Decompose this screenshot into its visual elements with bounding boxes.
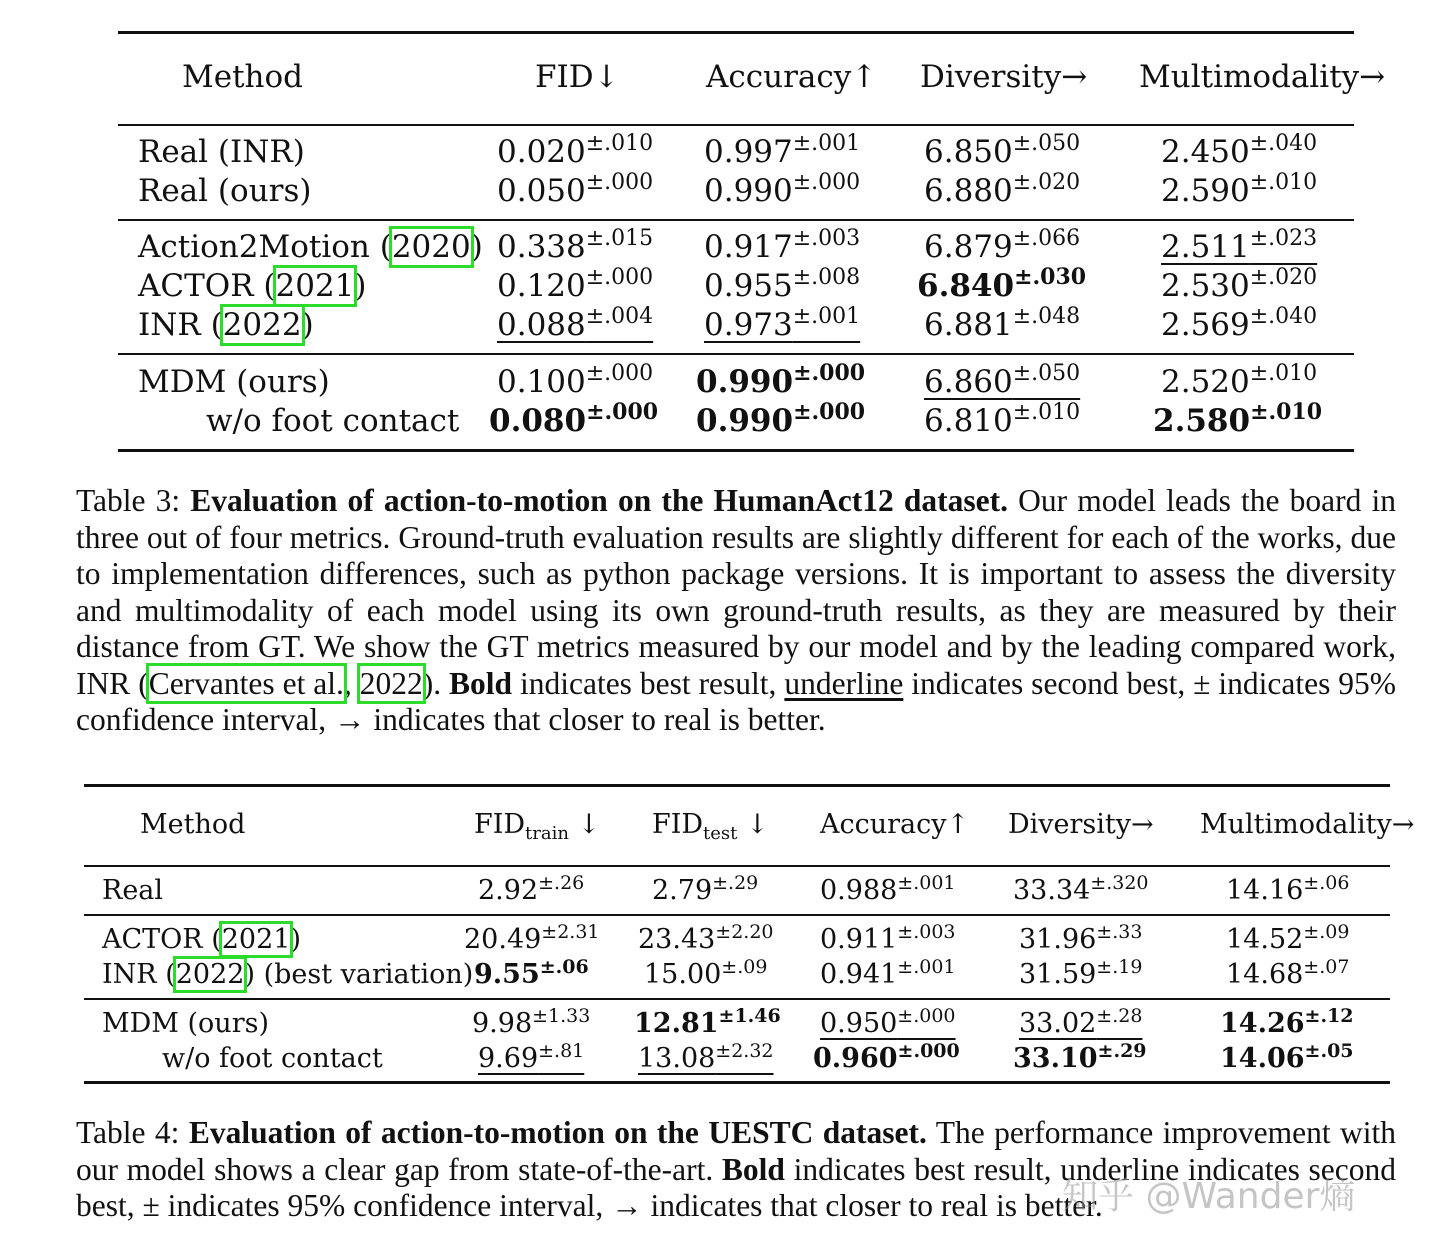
- citation-link[interactable]: 2022: [175, 959, 245, 990]
- multimodality-cell: $2.511^{\pm.023}$: [1161, 226, 1318, 265]
- diversity-cell: $6.850^{\pm.050}$: [924, 131, 1081, 170]
- accuracy-cell: $0.955^{\pm.008}$: [704, 265, 861, 304]
- caption-text: ).: [422, 665, 450, 701]
- accuracy-cell: $0.941^{\pm.001}$: [820, 956, 956, 990]
- citation-link[interactable]: Cervantes et al.: [148, 665, 344, 701]
- fid-cell: $0.080^{\pm.000}$: [489, 399, 659, 439]
- diversity-cell: $6.879^{\pm.066}$: [924, 226, 1081, 265]
- fid-test-cell: $12.81^{\pm 1.46}$: [634, 1005, 781, 1039]
- multimodality-cell: $14.68^{\pm.07}$: [1226, 956, 1350, 990]
- method-cell: INR (2022) (best variation): [102, 959, 474, 990]
- accuracy-cell: $0.917^{\pm.003}$: [704, 226, 861, 265]
- diversity-cell: $6.860^{\pm.050}$: [924, 361, 1081, 400]
- header-accuracy: Accuracy↑: [706, 59, 878, 95]
- multimodality-cell: $14.52^{\pm.09}$: [1226, 921, 1350, 955]
- caption-label: Table 4:: [76, 1115, 189, 1150]
- diversity-cell: $33.10^{\pm.29}$: [1013, 1040, 1147, 1074]
- fid-cell: $0.100^{\pm.000}$: [497, 361, 654, 400]
- method-cell: ACTOR (2021): [102, 924, 302, 955]
- accuracy-cell: $0.960^{\pm.000}$: [813, 1040, 960, 1074]
- accuracy-cell: $0.990^{\pm.000}$: [704, 170, 861, 209]
- header-method: Method: [140, 809, 246, 840]
- accuracy-cell: $0.973^{\pm.001}$: [704, 304, 861, 343]
- header-diversity: Diversity→: [920, 59, 1088, 95]
- diversity-cell: $31.96^{\pm.33}$: [1019, 921, 1143, 955]
- caption-text: indicates second best, ± indicates 95% confidence interval, → indicates that closer to real is better.: [76, 665, 1397, 737]
- fid-cell: $0.020^{\pm.010}$: [497, 131, 654, 170]
- header-multimodality: Multimodality→: [1139, 59, 1386, 95]
- multimodality-cell: $14.26^{\pm.12}$: [1220, 1005, 1354, 1039]
- top-rule: [118, 31, 1354, 34]
- citation-link[interactable]: 2020: [391, 229, 471, 265]
- method-cell: Real (INR): [138, 134, 305, 170]
- fid-train-cell: $9.55^{\pm.06}$: [474, 956, 589, 990]
- watermark: 知乎 @Wander熵: [1062, 1176, 1356, 1217]
- fid-cell: $0.338^{\pm.015}$: [497, 226, 654, 265]
- caption-text: indicates best result,: [512, 665, 785, 701]
- caption-text: indicates best result, underline indicates second best, ± indicates 95% confidence interval, → indicates that closer to real is better.: [76, 1151, 1396, 1223]
- diversity-cell: $31.59^{\pm.19}$: [1019, 956, 1143, 990]
- method-cell: Real: [102, 875, 164, 906]
- diversity-cell: $6.840^{\pm.030}$: [917, 264, 1087, 304]
- method-cell: w/o foot contact: [206, 403, 460, 439]
- header-diversity: Diversity→: [1008, 809, 1154, 840]
- fid-train-cell: $9.98^{\pm 1.33}$: [472, 1005, 591, 1039]
- diversity-cell: $6.810^{\pm.010}$: [924, 400, 1081, 439]
- accuracy-cell: $0.988^{\pm.001}$: [820, 872, 956, 906]
- fid-cell: $0.050^{\pm.000}$: [497, 170, 654, 209]
- header-multimodality: Multimodality→: [1200, 809, 1415, 840]
- multimodality-cell: $2.569^{\pm.040}$: [1161, 304, 1318, 343]
- diversity-cell: $6.880^{\pm.020}$: [924, 170, 1081, 209]
- fid-cell: $0.120^{\pm.000}$: [497, 265, 654, 304]
- multimodality-cell: $14.16^{\pm.06}$: [1226, 872, 1350, 906]
- method-cell: MDM (ours): [138, 364, 330, 400]
- header-accuracy: Accuracy↑: [820, 809, 970, 840]
- method-cell: ACTOR (2021): [138, 268, 367, 304]
- fid-cell: $0.088^{\pm.004}$: [497, 304, 654, 343]
- header-rule: [118, 124, 1354, 126]
- header-method: Method: [182, 59, 304, 95]
- diversity-cell: $33.34^{\pm.320}$: [1013, 872, 1149, 906]
- bottom-rule: [118, 449, 1354, 452]
- header-fid-train: $FID_{train}$ ↓: [474, 809, 601, 844]
- multimodality-cell: $2.450^{\pm.040}$: [1161, 131, 1318, 170]
- caption-text: Our model leads the board in three out of four metrics. Ground-truth evaluation results are slightly different for each of the works, due to implementation differences, such as python package versions. It is important to assess the diversity and multimodality of each model using its own ground-truth results, as they are measured by their distance from GT. We show the GT metrics measured by our model and by the leading compared work, INR (: [76, 483, 1396, 701]
- caption-title: Evaluation of action-to-motion on the HumanAct12 dataset.: [190, 483, 1008, 518]
- citation-link[interactable]: 2021: [221, 924, 291, 955]
- diversity-cell: $6.881^{\pm.048}$: [924, 304, 1081, 343]
- top-rule: [84, 784, 1390, 787]
- header-fid-test: $FID_{test}$ ↓: [652, 809, 769, 844]
- table-3-caption: [76, 483, 1396, 739]
- fid-train-cell: $9.69^{\pm.81}$: [478, 1040, 585, 1074]
- caption-text: ,: [343, 665, 360, 701]
- multimodality-cell: $2.590^{\pm.010}$: [1161, 170, 1318, 209]
- accuracy-cell: $0.990^{\pm.000}$: [696, 360, 866, 400]
- bottom-rule: [84, 1081, 1390, 1084]
- caption-title: Evaluation of action-to-motion on the UESTC dataset.: [188, 1115, 927, 1150]
- accuracy-cell: $0.990^{\pm.000}$: [696, 399, 866, 439]
- citation-link[interactable]: 2022: [222, 307, 302, 343]
- citation-link[interactable]: 2022: [359, 665, 423, 701]
- fid-train-cell: $20.49^{\pm 2.31}$: [464, 921, 600, 955]
- caption-text: The performance improvement with our model shows a clear gap from state-of-the-art.: [76, 1115, 1396, 1187]
- accuracy-cell: $0.950^{\pm.000}$: [820, 1005, 956, 1039]
- multimodality-cell: $2.520^{\pm.010}$: [1161, 361, 1318, 400]
- fid-train-cell: $2.92^{\pm.26}$: [478, 872, 585, 906]
- method-cell: Real (ours): [138, 173, 312, 209]
- group-rule: [84, 914, 1390, 916]
- fid-test-cell: $2.79^{\pm.29}$: [652, 872, 759, 906]
- citation-link[interactable]: 2021: [275, 268, 355, 304]
- caption-bold-word: Bold: [449, 665, 513, 701]
- method-cell: Action2Motion (2020): [138, 229, 483, 265]
- fid-test-cell: $13.08^{\pm 2.32}$: [638, 1040, 774, 1074]
- accuracy-cell: $0.911^{\pm.003}$: [820, 921, 956, 955]
- diversity-cell: $33.02^{\pm.28}$: [1019, 1005, 1143, 1039]
- fid-test-cell: $15.00^{\pm.09}$: [644, 956, 768, 990]
- multimodality-cell: $2.580^{\pm.010}$: [1153, 399, 1323, 439]
- method-cell: MDM (ours): [102, 1008, 269, 1039]
- fid-test-cell: $23.43^{\pm 2.20}$: [638, 921, 774, 955]
- caption-label: Table 3:: [76, 483, 191, 518]
- method-cell: w/o foot contact: [162, 1043, 383, 1074]
- multimodality-cell: $2.530^{\pm.020}$: [1161, 265, 1318, 304]
- caption-bold-word: Bold: [721, 1151, 785, 1187]
- group-rule: [84, 998, 1390, 1000]
- accuracy-cell: $0.997^{\pm.001}$: [704, 131, 861, 170]
- header-fid: FID↓: [535, 59, 620, 95]
- multimodality-cell: $14.06^{\pm.05}$: [1220, 1040, 1354, 1074]
- group-rule: [118, 219, 1354, 221]
- group-rule: [118, 353, 1354, 355]
- caption-underline-word: underline: [784, 665, 904, 701]
- header-rule: [84, 865, 1390, 867]
- method-cell: INR (2022): [138, 307, 314, 343]
